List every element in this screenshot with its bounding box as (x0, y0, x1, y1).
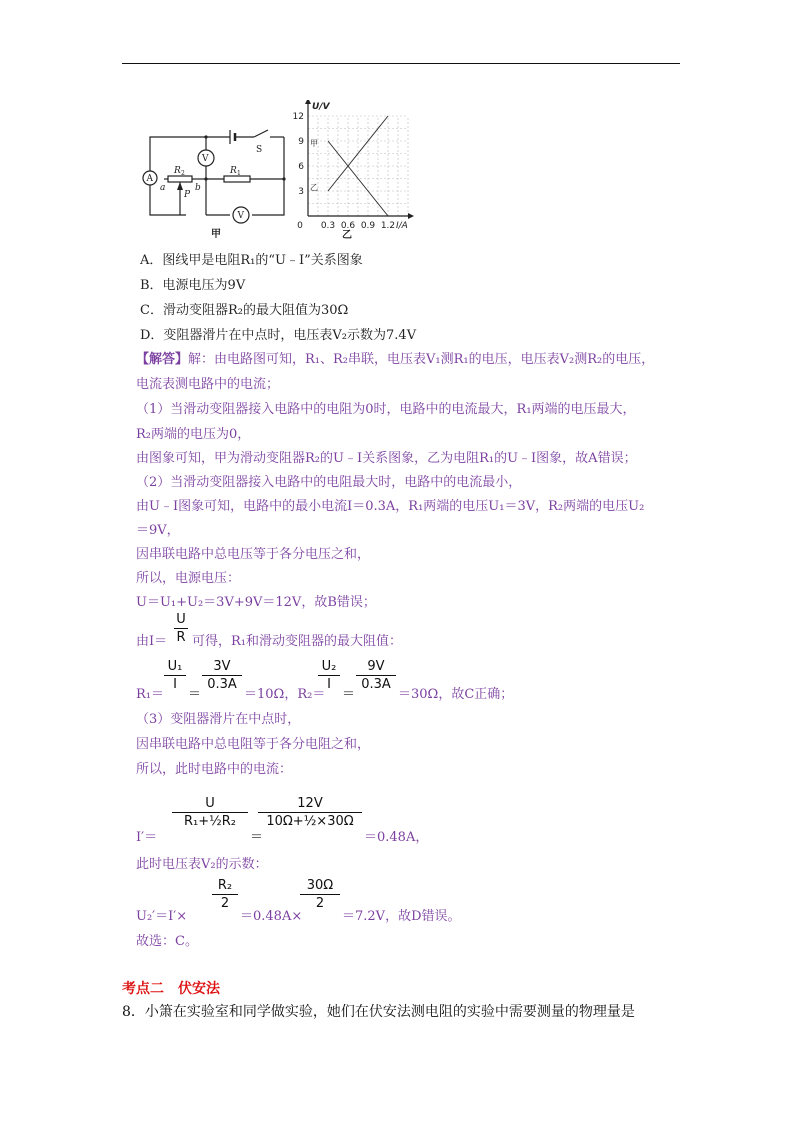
ammeter-label: A (146, 174, 153, 184)
r1-pre: R₁＝ (136, 687, 164, 702)
line-label-yi: 乙 (310, 183, 318, 192)
r2-label: R (174, 166, 181, 176)
slider-p-label: P (184, 190, 191, 200)
r2-eq-1: ＝ (342, 687, 356, 702)
option-d: D．变阻器滑片在中点时，电压表V₂示数为7.4V (140, 328, 417, 343)
question-8: 8．小箫在实验室和同学做实验，她们在伏安法测电阻的实验中需要测量的物理量是 (122, 1004, 635, 1020)
r1-sub: 1 (237, 170, 241, 177)
y-tick-label: 6 (298, 162, 304, 172)
current-eq: ＝ (250, 830, 264, 845)
terminal-a-label: a (160, 183, 166, 193)
circuit-caption: 甲 (211, 229, 221, 240)
solution-line-14: （3）变阻器滑片在中点时， (136, 712, 301, 727)
current-post: ＝0.48A， (364, 830, 429, 845)
y-tick-label: 12 (292, 112, 304, 122)
solution-line-3: （1）当滑动变阻器接入电路中的电阻为0时，电路中的电流最大，R₁两端的电压最大， (136, 402, 636, 417)
r2-sub: 2 (181, 170, 185, 177)
u2-fraction-1: R₂ 2 (212, 878, 238, 911)
solution-line-18: 此时电压表V₂的示数： (136, 857, 268, 872)
x-tick-label: 0.3 (320, 221, 336, 231)
current-fraction-1: U R₁+½R₂ (172, 796, 248, 829)
v1-label: V (202, 154, 209, 164)
current-fraction-2: 12V 10Ω+½×30Ω (258, 796, 362, 829)
header-rule (122, 63, 680, 64)
solution-tag: 【解答】 (136, 352, 189, 367)
r2-post: ＝30Ω，故C正确； (398, 687, 514, 702)
solution-line-9: 因串联电路中总电压等于各分电压之和， (136, 547, 371, 562)
r2-fraction-1: U₂ I (318, 659, 340, 692)
r1-fraction-2: 3V 0.3A (202, 659, 242, 692)
switch-label: S (256, 145, 263, 155)
solution-line-5: 由图象可知，甲为滑动变阻器R₂的U﹣I关系图象，乙为电阻R₁的U﹣I图象，故A错误； (136, 451, 637, 466)
u2-post: ＝7.2V，故D错误。 (342, 909, 461, 924)
r1-eq-1: ＝ (188, 687, 202, 702)
u2-pre: U₂′＝I′× (136, 909, 188, 924)
solution-line-11: U＝U₁+U₂＝3V+9V＝12V，故B错误； (136, 595, 376, 610)
r1-label: R (230, 166, 237, 176)
solution-line-8: ＝9V， (136, 523, 180, 538)
x-axis-label: I/A (396, 221, 408, 231)
terminal-b-label: b (195, 183, 201, 193)
ohm-pre: 由I＝ (136, 634, 168, 649)
graph-caption: 乙 (342, 230, 352, 240)
option-a: A．图线甲是电阻R₁的“U﹣I”关系图象 (140, 253, 363, 268)
circuit-diagram (134, 120, 294, 240)
line-label-jia: 甲 (310, 139, 318, 148)
r2-fraction-2: 9V 0.3A (356, 659, 396, 692)
x-tick-label: 1.2 (380, 221, 396, 231)
solution-line-7: 由U﹣I图象可知，电路中的最小电流I＝0.3A，R₁两端的电压U₁＝3V，R₂两端的电压U₂ (136, 499, 645, 514)
r1-fraction-1: U₁ I (164, 659, 186, 692)
solution-line-1: 【解答】解：由电路图可知，R₁、R₂串联，电压表V₁测R₁的电压，电压表V₂测R₂的电压， (136, 352, 655, 367)
r1-post: ＝10Ω，R₂＝ (244, 687, 326, 702)
solution-line-10: 所以，电源电压： (136, 571, 241, 586)
answer-line: 故选：C。 (136, 934, 198, 949)
y-tick-label: 3 (298, 187, 304, 197)
u2-fraction-2: 30Ω 2 (300, 878, 340, 911)
u2-mid: ＝0.48A× (240, 909, 303, 924)
solution-line-6: （2）当滑动变阻器接入电路中的电阻最大时，电路中的电流最小， (136, 475, 522, 490)
section-heading: 考点二 伏安法 (122, 981, 220, 997)
y-axis-label: U/V (312, 102, 330, 112)
solution-line-4: R₂两端的电压为0， (136, 427, 251, 442)
x-tick-label: 0 (297, 221, 303, 231)
ui-graph (282, 100, 422, 240)
current-pre: I′＝ (136, 830, 158, 845)
solution-line-16: 所以，此时电路中的电流： (136, 762, 293, 777)
option-c: C．滑动变阻器R₂的最大阻值为30Ω (140, 303, 349, 318)
y-tick-label: 9 (298, 137, 304, 147)
x-tick-label: 0.6 (340, 221, 356, 231)
x-tick-label: 0.9 (360, 221, 376, 231)
solution-line-15: 因串联电路中总电阻等于各分电阻之和， (136, 737, 371, 752)
solution-line-2: 电流表测电路中的电流； (136, 377, 280, 392)
option-b: B．电源电压为9V (140, 278, 246, 293)
v2-label: V (237, 211, 244, 221)
ohm-fraction: U R (174, 612, 188, 645)
ohm-post: 可得，R₁和滑动变阻器的最大阻值： (192, 634, 402, 649)
